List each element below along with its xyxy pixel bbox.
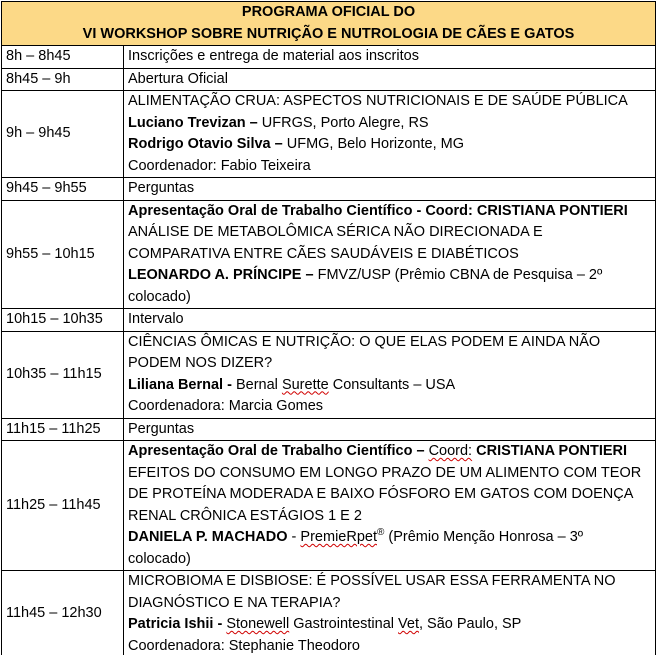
speaker-affiliation-part: Bernal bbox=[235, 376, 278, 393]
time-cell: 10h15 – 10h35 bbox=[2, 309, 124, 332]
coord-name: CRISTIANA PONTIERI bbox=[476, 443, 628, 459]
coord-name: CRISTIANA PONTIERI bbox=[476, 202, 628, 219]
activity-cell: Intervalo bbox=[124, 309, 656, 332]
session-title-line: PODEM NOS DIZER? bbox=[128, 355, 273, 371]
work-title-line: COMPARATIVA ENTRE CÃES SAUDÁVEIS E DIABÉTICOS bbox=[128, 245, 519, 262]
time-cell: 8h45 – 9h bbox=[2, 68, 124, 91]
header-row bbox=[2, 2, 656, 46]
presenter-affiliation: FMVZ/USP (Prêmio CBNA de Pesquisa – 2º bbox=[317, 267, 603, 283]
presenter-affiliation-cont: colocado) bbox=[128, 550, 191, 567]
schedule-row bbox=[2, 46, 656, 69]
time-cell: 9h45 – 9h55 bbox=[2, 178, 124, 201]
speaker-name: Patricia Ishii - bbox=[128, 616, 223, 632]
coord-label: Coord: bbox=[425, 202, 473, 219]
schedule-row bbox=[2, 68, 656, 91]
time-cell: 11h15 – 11h25 bbox=[2, 418, 124, 441]
speaker-name: Liliana Bernal - bbox=[128, 376, 232, 393]
oral-presentation-heading bbox=[128, 441, 651, 463]
speaker-affiliation: UFMG, Belo Horizonte, MG bbox=[286, 136, 464, 152]
session-title-line: DIAGNÓSTICO E NA TERAPIA? bbox=[128, 594, 341, 611]
schedule-row bbox=[2, 200, 656, 309]
heading-text: Apresentação Oral de Trabalho Científico - bbox=[128, 202, 422, 219]
oral-presentation-heading bbox=[128, 201, 651, 223]
time-cell: 10h35 – 11h15 bbox=[2, 331, 124, 418]
activity-cell bbox=[124, 91, 656, 178]
program-title bbox=[2, 2, 656, 46]
time-cell: 9h55 – 10h15 bbox=[2, 200, 124, 309]
activity-cell: Perguntas bbox=[124, 178, 656, 201]
coordinator-line: Coordenador: Fabio Teixeira bbox=[128, 157, 311, 174]
spellcheck-word: PremieRpet bbox=[300, 529, 377, 545]
activity-cell: Abertura Oficial bbox=[124, 68, 656, 91]
work-title-line: ANÁLISE DE METABOLÔMICA SÉRICA NÃO DIRECIONADA E bbox=[128, 224, 543, 240]
speaker-line bbox=[128, 614, 651, 636]
work-title-line: DE PROTEÍNA MODERADA E BAIXO FÓSFORO EM GATOS COM DOENÇA bbox=[128, 486, 634, 502]
coord-label: Coord: bbox=[428, 443, 473, 459]
presenter-line bbox=[128, 265, 651, 287]
time-cell: 11h25 – 11h45 bbox=[2, 441, 124, 571]
work-title-line: EFEITOS DO CONSUMO EM LONGO PRAZO DE UM ALIMENTO COM TEOR bbox=[128, 464, 642, 481]
speaker-line bbox=[128, 113, 651, 135]
schedule-row bbox=[2, 418, 656, 441]
program-title-line-2: VI WORKSHOP SOBRE NUTRIÇÃO E NUTROLOGIA DE CÃES E GATOS bbox=[82, 25, 575, 42]
speaker-line bbox=[128, 375, 651, 397]
speaker-affiliation: UFRGS, Porto Alegre, RS bbox=[261, 114, 429, 131]
session-title-line: MICROBIOMA E DISBIOSE: É POSSÍVEL USAR ESSA FERRAMENTA NO bbox=[128, 573, 616, 589]
spellcheck-word: Stonewell bbox=[226, 616, 290, 632]
program-table bbox=[1, 1, 656, 655]
work-title-line: RENAL CRÔNICA ESTÁGIOS 1 E 2 bbox=[128, 507, 362, 524]
presenter-line bbox=[128, 527, 651, 549]
speaker-affiliation-part: , São Paulo, SP bbox=[418, 616, 522, 632]
spellcheck-word: Surette bbox=[281, 376, 329, 393]
time-cell: 9h – 9h45 bbox=[2, 91, 124, 178]
time-cell: 11h45 – 12h30 bbox=[2, 571, 124, 655]
session-title-line: CIÊNCIAS ÔMICAS E NUTRIÇÃO: O QUE ELAS PODEM E AINDA NÃO bbox=[128, 333, 601, 350]
schedule-row bbox=[2, 571, 656, 655]
schedule-row bbox=[2, 441, 656, 571]
speaker-affiliation-part: Gastrointestinal bbox=[293, 616, 394, 632]
activity-cell bbox=[124, 331, 656, 418]
session-title: ALIMENTAÇÃO CRUA: ASPECTOS NUTRICIONAIS E DE SAÚDE PÚBLICA bbox=[128, 93, 628, 109]
speaker-name: Rodrigo Otavio Silva – bbox=[128, 136, 283, 152]
coordinator-line: Coordenadora: Marcia Gomes bbox=[128, 398, 324, 414]
activity-cell bbox=[124, 571, 656, 655]
presenter-affiliation-cont: colocado) bbox=[128, 288, 191, 305]
spellcheck-word: Vet bbox=[398, 616, 419, 632]
speaker-line bbox=[128, 134, 651, 156]
speaker-affiliation-part: Consultants – USA bbox=[332, 376, 456, 393]
schedule-row bbox=[2, 91, 656, 178]
time-cell: 8h – 8h45 bbox=[2, 46, 124, 69]
schedule-row bbox=[2, 309, 656, 332]
activity-cell: Inscrições e entrega de material aos inscritos bbox=[124, 46, 656, 69]
schedule-row bbox=[2, 178, 656, 201]
activity-cell bbox=[124, 200, 656, 309]
schedule-row bbox=[2, 331, 656, 418]
heading-text: Apresentação Oral de Trabalho Científico – bbox=[128, 443, 425, 459]
presenter-name: DANIELA P. MACHADO bbox=[128, 529, 288, 545]
separator: - bbox=[291, 529, 297, 545]
activity-cell bbox=[124, 441, 656, 571]
presenter-name: LEONARDO A. PRÍNCIPE – bbox=[128, 267, 314, 283]
activity-cell: Perguntas bbox=[124, 418, 656, 441]
program-title-line-1: PROGRAMA OFICIAL DO bbox=[241, 4, 416, 20]
coordinator-line: Coordenadora: Stephanie Theodoro bbox=[128, 637, 360, 654]
registered-mark: ® bbox=[376, 527, 385, 539]
speaker-name: Luciano Trevizan – bbox=[128, 114, 258, 131]
presenter-affiliation: (Prêmio Menção Honrosa – 3º bbox=[388, 529, 584, 545]
